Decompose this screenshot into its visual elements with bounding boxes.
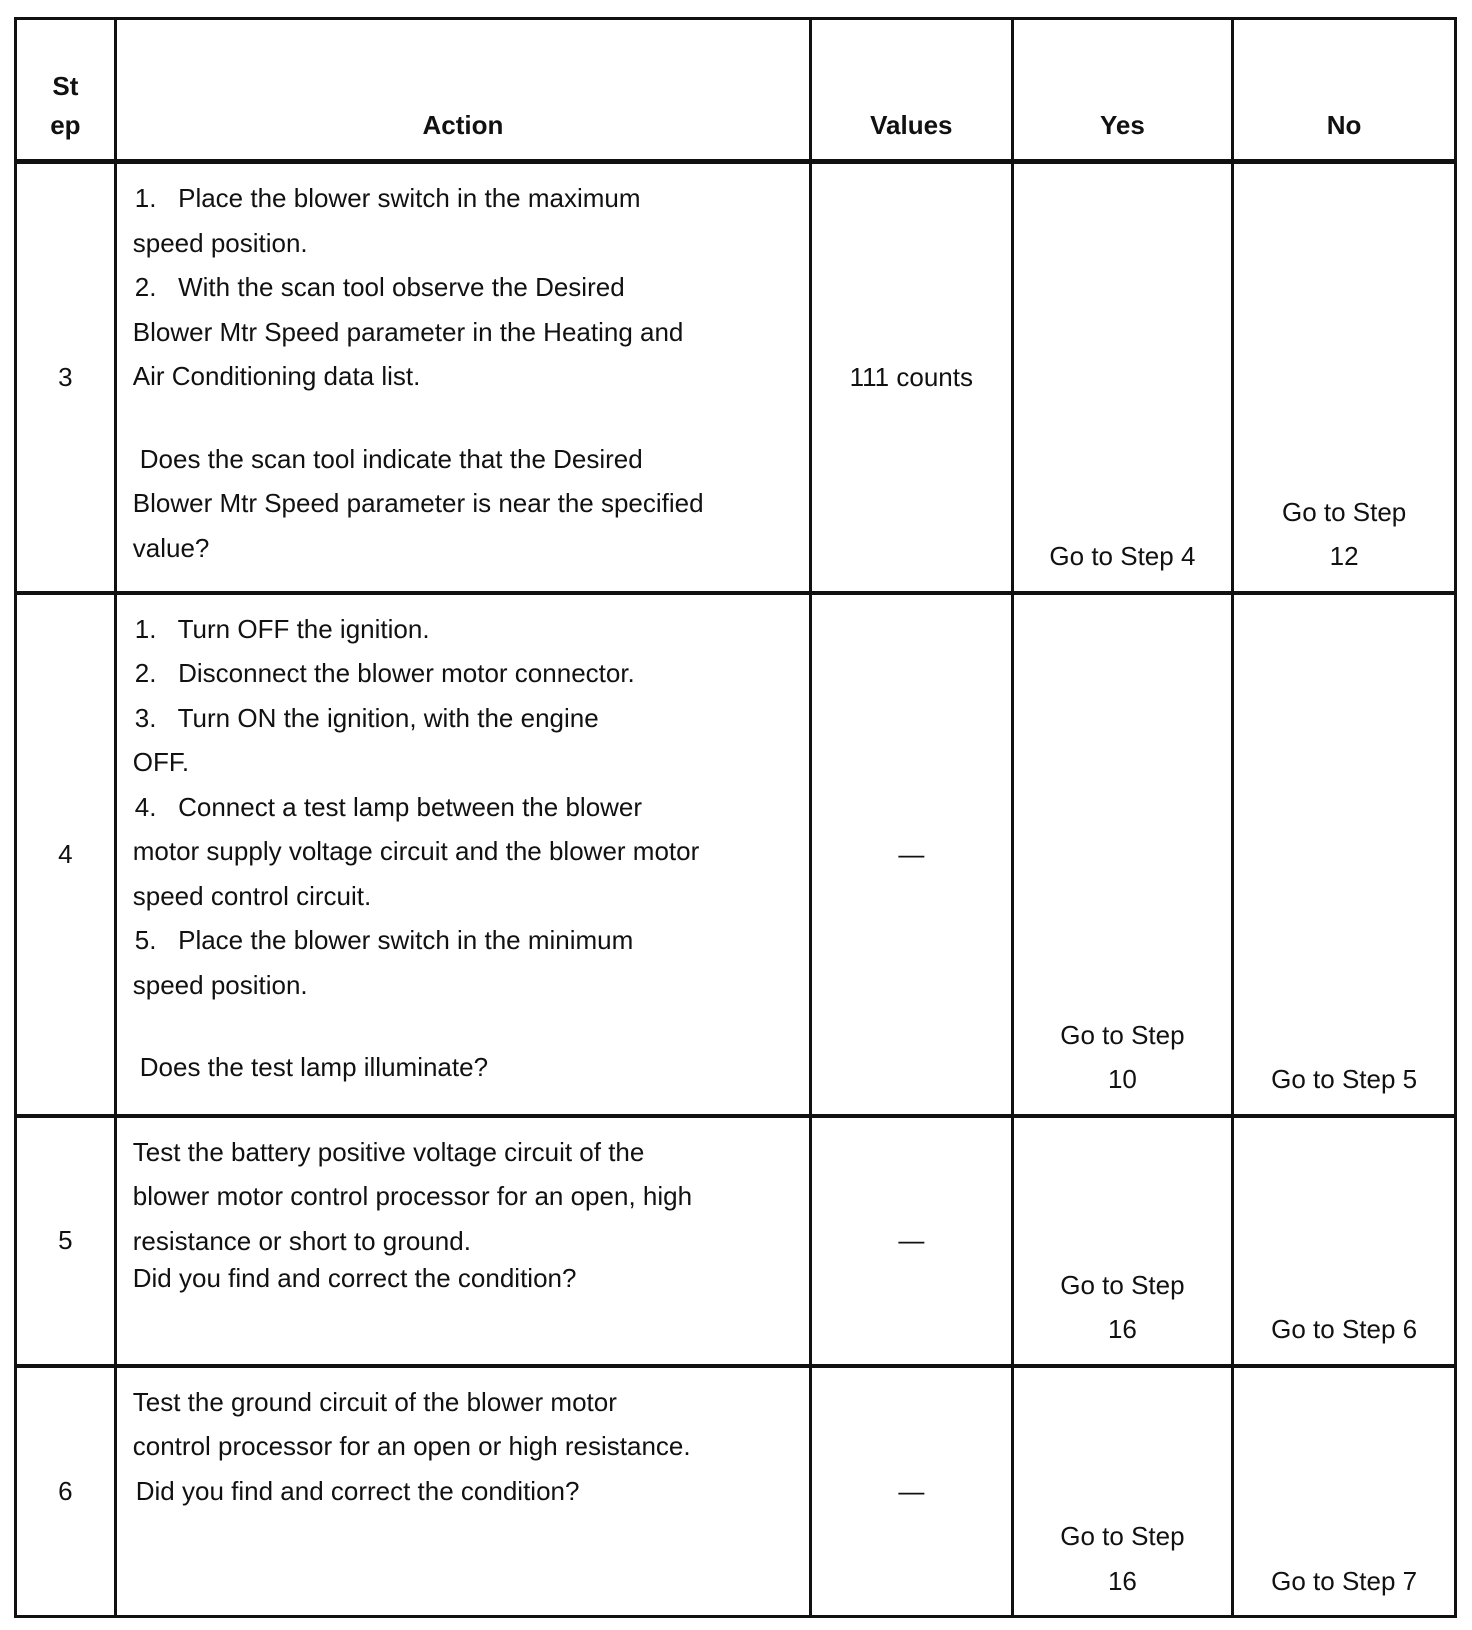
action-line: blower motor control processor for an open, high: [132, 1181, 693, 1211]
question-line: value?: [132, 532, 210, 563]
action-line: Test the ground circuit of the blower motor: [132, 1386, 617, 1417]
action-line: control processor for an open or high resistance.: [132, 1431, 691, 1462]
step-number: 6: [16, 1366, 116, 1617]
table-row: [16, 162, 1456, 593]
header-yes: Yes: [1012, 19, 1233, 162]
action-line: speed position.: [132, 969, 308, 1000]
yes-cell: Go to Step 16: [1012, 1116, 1233, 1366]
table-row: [16, 1366, 1456, 1617]
diagnostic-table: [14, 17, 1457, 1618]
action-line: speed position.: [132, 227, 308, 258]
yes-cell: Go to Step 10: [1012, 593, 1233, 1116]
action-line: resistance or short to ground.: [132, 1225, 471, 1256]
action-cell: [115, 1366, 810, 1617]
action-line: motor supply voltage circuit and the blower motor: [132, 836, 700, 867]
action-line: Blower Mtr Speed parameter in the Heating and: [132, 316, 684, 347]
no-cell: Go to Step 12: [1233, 162, 1456, 593]
header-no: No: [1233, 19, 1456, 162]
no-cell: Go to Step 7: [1233, 1366, 1456, 1617]
step-number: 4: [16, 593, 116, 1116]
values-cell: 111 counts: [811, 162, 1013, 593]
yes-cell: Go to Step 4: [1012, 162, 1233, 593]
question-line: Did you find and correct the condition?: [132, 1263, 577, 1293]
header-values: Values: [811, 19, 1013, 162]
action-line: 4. Connect a test lamp between the blower: [134, 791, 643, 822]
header-action: Action: [115, 19, 810, 162]
header-row: [16, 19, 1456, 162]
step-number: 3: [16, 162, 116, 593]
question-line: Blower Mtr Speed parameter is near the specified: [132, 488, 704, 518]
action-line: speed control circuit.: [132, 880, 372, 911]
question-line: Does the test lamp illuminate?: [139, 1052, 489, 1083]
no-cell: Go to Step 5: [1233, 593, 1456, 1116]
action-cell: [115, 162, 810, 593]
header-step: St ep: [16, 19, 116, 162]
table-row: [16, 593, 1456, 1116]
question-line: Does the scan tool indicate that the Desired: [139, 443, 643, 474]
action-line: 2. Disconnect the blower motor connector.: [134, 658, 635, 689]
values-cell: —: [811, 1116, 1013, 1366]
action-line: 1. Turn OFF the ignition.: [134, 613, 430, 644]
table-row: [16, 1116, 1456, 1366]
action-line: OFF.: [132, 747, 190, 778]
question-line: Did you find and correct the condition?: [135, 1475, 580, 1506]
action-cell: [115, 593, 810, 1116]
action-line: 1. Place the blower switch in the maximum: [134, 183, 641, 213]
values-cell: —: [811, 1366, 1013, 1617]
action-line: 5. Place the blower switch in the minimum: [134, 925, 634, 956]
action-line: 3. Turn ON the ignition, with the engine: [134, 702, 599, 733]
values-cell: —: [811, 593, 1013, 1116]
action-cell: [115, 1116, 810, 1366]
no-cell: Go to Step 6: [1233, 1116, 1456, 1366]
yes-cell: Go to Step 16: [1012, 1366, 1233, 1617]
step-number: 5: [16, 1116, 116, 1366]
action-line: Test the battery positive voltage circuit of the: [132, 1136, 645, 1167]
action-line: Air Conditioning data list.: [132, 361, 421, 391]
action-line: 2. With the scan tool observe the Desired: [134, 272, 625, 302]
